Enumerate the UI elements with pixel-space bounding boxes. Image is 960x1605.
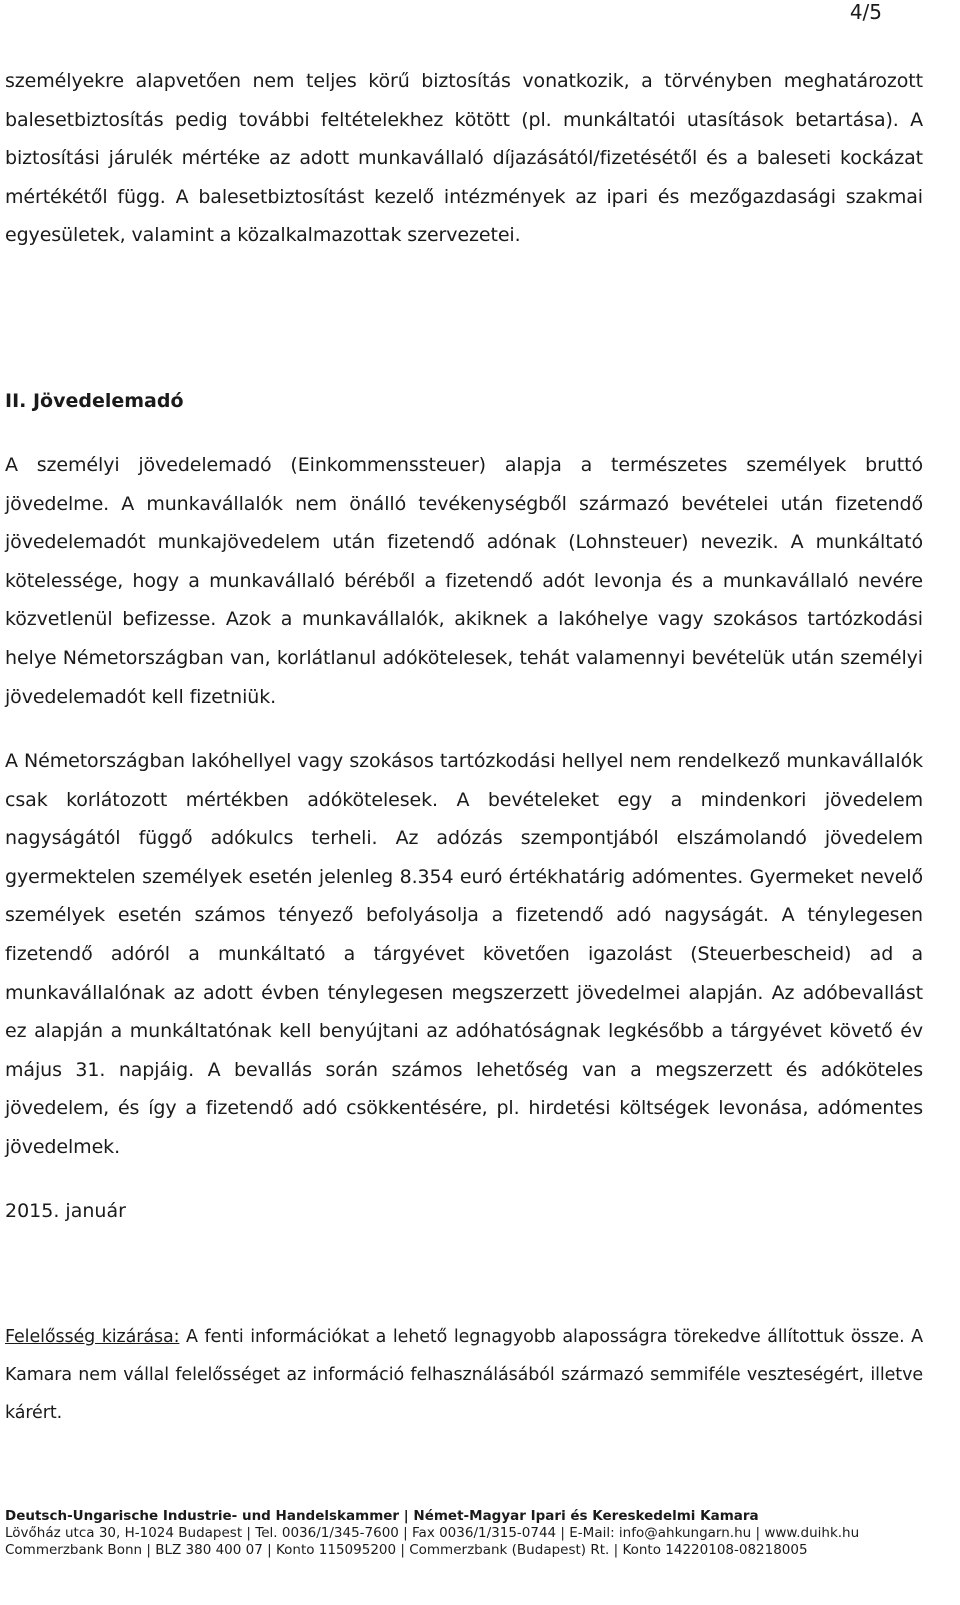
disclaimer-block xyxy=(5,1318,923,1432)
footer-bank: Commerzbank Bonn | BLZ 380 400 07 | Konto 115095200 | Commerzbank (Budapest) Rt. | Konto 14220108-08218005 xyxy=(5,1542,808,1558)
page-number: 4/5 xyxy=(849,0,882,24)
footer xyxy=(5,1508,945,1559)
footer-address: Lövőház utca 30, H-1024 Budapest | Tel. 0036/1/345-7600 | Fax 0036/1/315-0744 | E-Mail: info@ahkungarn.hu | www.duihk.hu xyxy=(5,1525,860,1541)
disclaimer-paragraph xyxy=(5,1318,923,1432)
limited-liability-paragraph-block xyxy=(5,742,923,1167)
income-tax-paragraph-block xyxy=(5,446,923,716)
lead-paragraph: személyekre alapvetően nem teljes körű biztosítás vonatkozik, a törvényben meghatározott balesetbiztosítás pedig további feltételekhez kötött (pl. munkáltatói utasítások betartása). A biztosítási járulék mértéke az adott munkavállaló díjazásától/fizetésétől és a baleseti kockázat mértékétől függ. A balesetbiztosítást kezelő intézmények az ipari és mezőgazdasági szakmai egyesületek, valamint a közalkalmazottak szervezetei. xyxy=(5,70,923,247)
disclaimer-label: Felelősség kizárása: xyxy=(5,1327,180,1347)
document-date: 2015. január xyxy=(5,1200,126,1222)
lead-paragraph-block xyxy=(5,62,923,255)
footer-title: Deutsch-Ungarische Industrie- und Handelskammer | Német-Magyar Ipari és Kereskedelmi Kamara xyxy=(5,1508,759,1524)
income-tax-paragraph: A személyi jövedelemadó (Einkommenssteuer) alapja a természetes személyek bruttó jövedelme. A munkavállalók nem önálló tevékenységből származó bevételei után fizetendő jövedelemadót munkajövedelem után fizetendő adónak (Lohnsteuer) nevezik. A munkáltató kötelessége, hogy a munkavállaló béréből a fizetendő adót levonja és a munkavállaló nevére közvetlenül befizesse. Azok a munkavállalók, akiknek a lakóhelye vagy szokásos tartózkodási helye Németországban van, korlátlanul adókötelesek, tehát valamennyi bevételük után személyi jövedelemadót kell fizetniük. xyxy=(5,454,923,708)
disclaimer-text: A fenti információkat a lehető legnagyobb alaposságra törekedve állítottuk össze. A Kamara nem vállal felelősséget az információ felhasználásából származó semmiféle veszteségért, illetve kárért. xyxy=(5,1327,923,1423)
section-heading: II. Jövedelemadó xyxy=(5,390,184,412)
limited-liability-paragraph: A Németországban lakóhellyel vagy szokásos tartózkodási hellyel nem rendelkező munkavállalók csak korlátozott mértékben adókötelesek. A bevételeket egy a mindenkori jövedelem nagyságától függő adókulcs terheli. Az adózás szempontjából elszámolandó jövedelem gyermektelen személyek esetén jelenleg 8.354 euró értékhatárig adómentes. Gyermeket nevelő személyek esetén számos tényező befolyásolja a fizetendő adó nagyságát. A ténylegesen fizetendő adóról a munkáltató a tárgyévet követően igazolást (Steuerbescheid) ad a munkavállalónak az adott évben ténylegesen megszerzett jövedelmei alapján. Az adóbevallást ez alapján a munkáltatónak kell benyújtani az adóhatóságnak legkésőbb a tárgyévet követő év május 31. napjáig. A bevallás során számos lehetőség van a megszerzett és adóköteles jövedelem, és így a fizetendő adó csökkentésére, pl. hirdetési költségek levonása, adómentes jövedelmek. xyxy=(5,750,923,1158)
